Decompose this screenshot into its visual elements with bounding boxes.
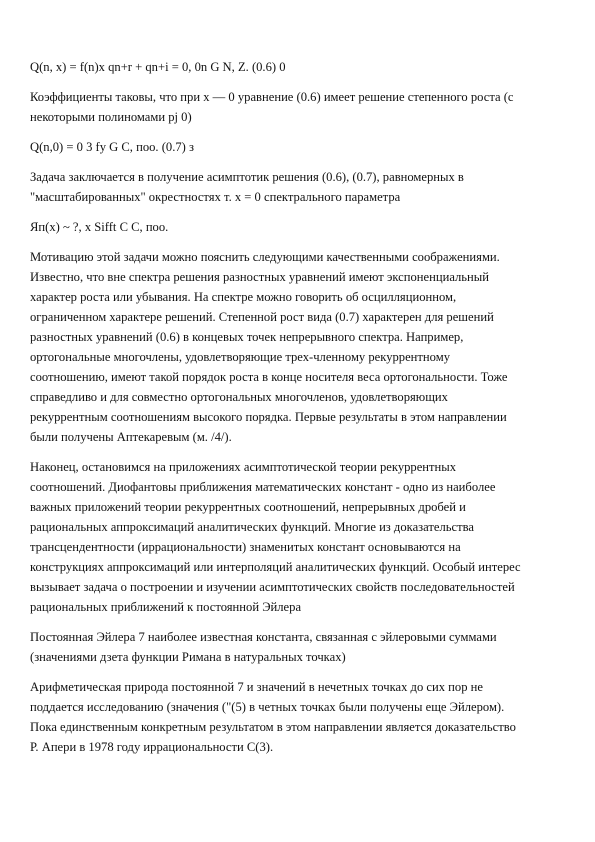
text-line: вызывает задача о построении и изучении асимптотических свойств последовательностей — [30, 580, 515, 594]
text-line: Наконец, остановимся на приложениях асимптотической теории рекуррентных — [30, 460, 457, 474]
text-line: Р. Апери в 1978 году иррациональности С(3). — [30, 740, 274, 754]
text-line: Пока единственным конкретным результатом в этом направлении является доказательство — [30, 720, 516, 734]
formula-line-asymptotic: Яп(х) ~ ?, x Sifft C C, поо. — [30, 220, 169, 234]
text-line: некоторыми полиномами pj 0) — [30, 110, 192, 124]
text-line: Мотивацию этой задачи можно пояснить следующими качественными соображениями. — [30, 250, 500, 264]
text-line: конструкциях аппроксимаций или интерполяций аналитических функций. Особый интерес — [30, 560, 521, 574]
text-line: рациональных аппроксимаций аналитических функций. Многие из доказательства — [30, 520, 474, 534]
text-line: важных приложений теории рекуррентных соотношений, непрерывных дробей и — [30, 500, 466, 514]
text-line: Арифметическая природа постоянной 7 и значений в нечетных точках до сих пор не — [30, 680, 483, 694]
text-line: Коэффициенты таковы, что при х — 0 уравнение (0.6) имеет решение степенного роста (с — [30, 90, 514, 104]
text-line: Постоянная Эйлера 7 наиболее известная константа, связанная с эйлеровыми суммами — [30, 630, 497, 644]
formula-line-q-recurrence: Q(n, x) = f(n)x qn+r + qn+i = 0, 0n G N, Z. (0.6) 0 — [30, 60, 286, 74]
formula-line-q-zero: Q(n,0) = 0 3 fy G C, поо. (0.7) з — [30, 140, 194, 154]
text-line: ортогональные многочлены, удовлетворяющие трех-членному рекуррентному — [30, 350, 450, 364]
text-line: справедливо и для совместно ортогональных многочленов, удовлетворяющих — [30, 390, 448, 404]
text-line: Задача заключается в получение асимптотик решения (0.6), (0.7), равномерных в — [30, 170, 464, 184]
text-line: (значениями дзета функции Римана в натуральных точках) — [30, 650, 346, 664]
text-line: характер роста или убывания. На спектре можно говорить об осцилляционном, — [30, 290, 457, 304]
text-line: разностных уравнений (0.6) в концевых точек непрерывного спектра. Например, — [30, 330, 464, 344]
text-line: соотношению, имеют такой порядок роста в конце носителя веса ортогональности. Тоже — [30, 370, 508, 384]
text-line: Известно, что вне спектра решения разностных уравнений имеют экспоненциальный — [30, 270, 489, 284]
text-line: соотношений. Диофантовы приближения математических констант - одно из наиболее — [30, 480, 496, 494]
text-line: рекуррентным соотношениям высокого порядка. Первые результаты в этом направлении — [30, 410, 507, 424]
text-line: трансцендентности (иррациональности) знаменитых констант основываются на — [30, 540, 461, 554]
text-line: поддается исследованию (значения ("(5) в четных точках были получены еще Эйлером). — [30, 700, 505, 714]
text-line: "масштабированных" окрестностях т. х = 0 спектрального параметра — [30, 190, 401, 204]
text-line: ограниченном характере решений. Степенной рост вида (0.7) характерен для решений — [30, 310, 494, 324]
text-line: были получены Аптекаревым (м. /4/). — [30, 430, 232, 444]
text-line: рациональных приближений к постоянной Эйлера — [30, 600, 302, 614]
